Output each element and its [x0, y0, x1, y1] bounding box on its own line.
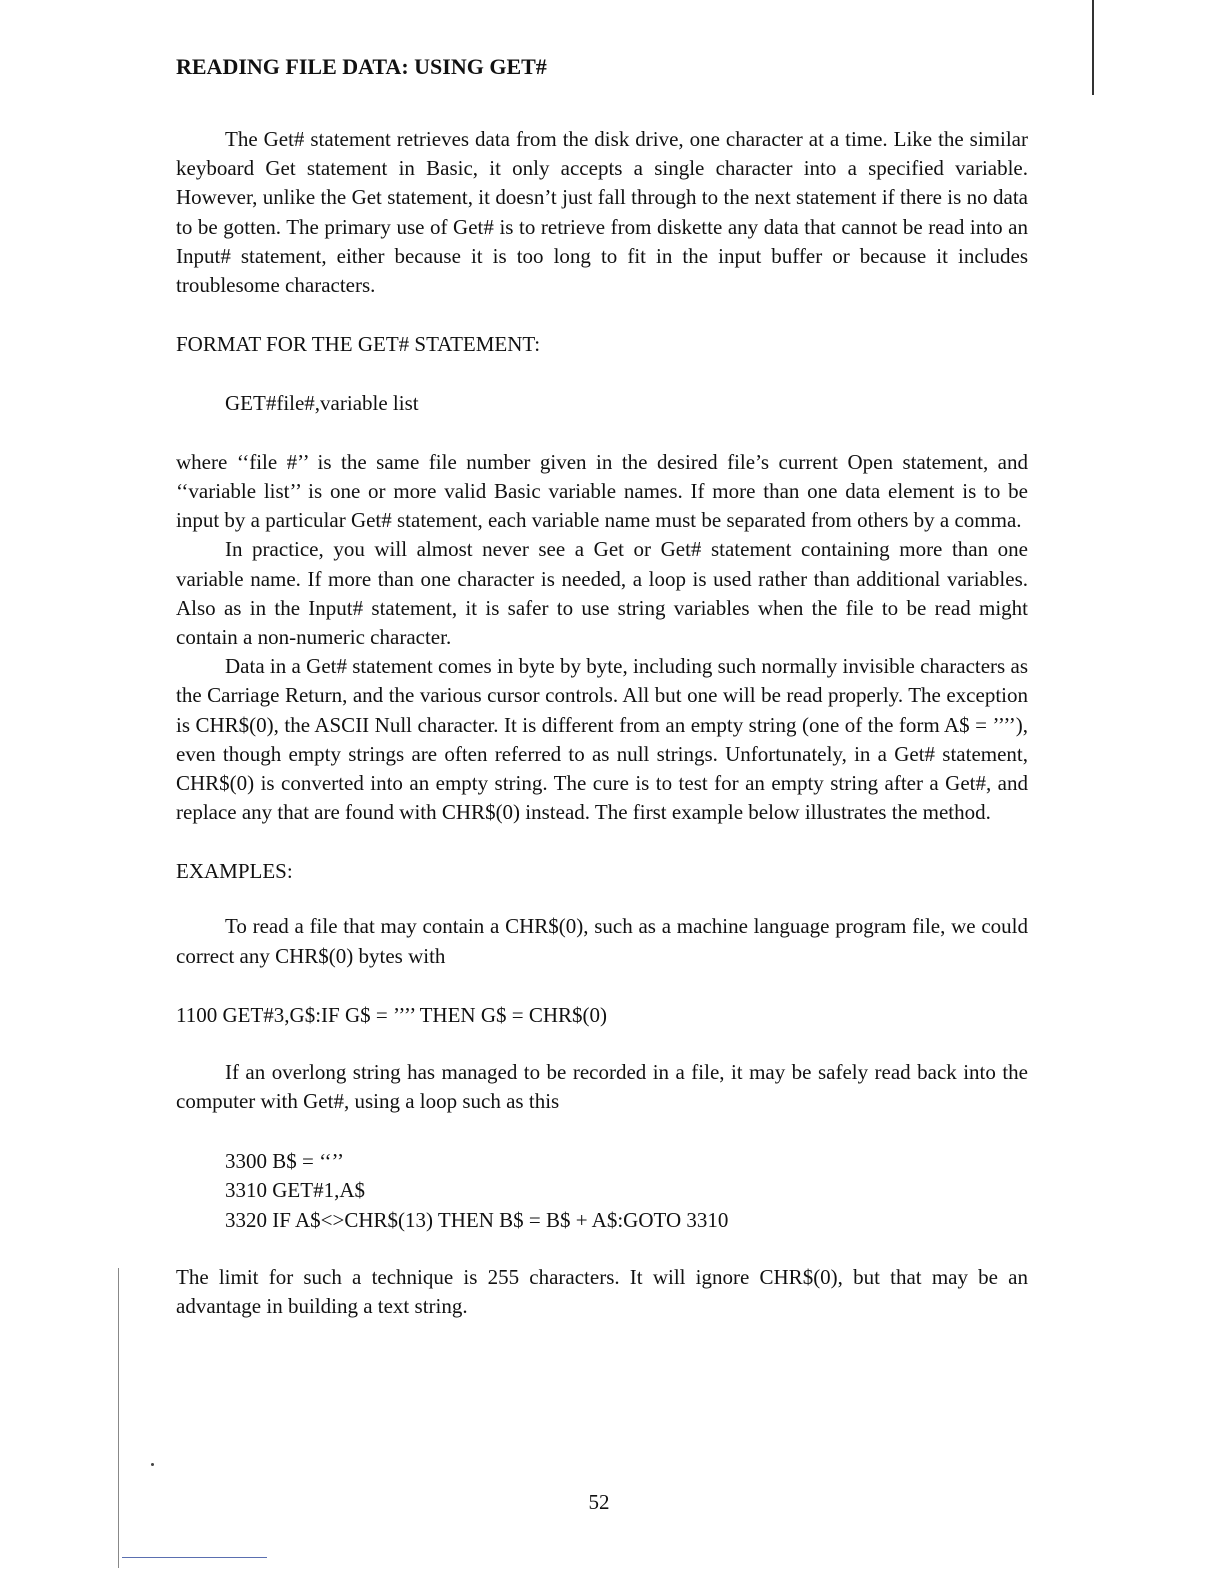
example1-code: 1100 GET#3,G$:IF G$ = ’’’’ THEN G$ = CHR$(0)	[176, 1002, 607, 1027]
intro-paragraph: The Get# statement retrieves data from the disk drive, one character at a time. Like the similar keyboard Get statement in Basic, it only accepts a single character into a specified variable. However, unlike the Get statement, it doesn’t just fall through to the next statement if there is no data to be gotten. The primary use of Get# is to retrieve from diskette any data that cannot be read into an Input# statement, either because it is too long to fit in the input buffer or because it includes troublesome characters.	[176, 127, 1028, 298]
scan-edge-line	[1092, 0, 1094, 95]
scan-margin-line	[118, 1268, 119, 1568]
code-line: 3320 IF A$<>CHR$(13) THEN B$ = B$ + A$:GOTO 3310	[225, 1207, 729, 1232]
example1-paragraph: To read a file that may contain a CHR$(0), such as a machine language program file, we could correct any CHR$(0) bytes with	[176, 914, 1028, 968]
example2-paragraph: If an overlong string has managed to be recorded in a file, it may be safely read back into the computer with Get#, using a loop such as this	[176, 1060, 1028, 1114]
example2-code-block	[176, 1147, 1028, 1236]
closing-paragraph: The limit for such a technique is 255 characters. It will ignore CHR$(0), but that may be an advantage in building a text string.	[176, 1265, 1028, 1319]
body-paragraph-1: where ‘‘file #’’ is the same file number given in the desired file’s current Open statement, and ‘‘variable list’’ is one or more valid Basic variable names. If more than one data element is to be input by a particular Get# statement, each variable name must be separated from others by a comma.	[176, 449, 1028, 533]
examples-label: EXAMPLES:	[176, 859, 293, 884]
format-syntax: GET#file#,variable list	[225, 391, 419, 416]
page-content	[176, 52, 1028, 1322]
scan-speck	[151, 1463, 154, 1466]
section-heading: READING FILE DATA: USING GET#	[176, 54, 547, 79]
code-line: 3310 GET#1,A$	[225, 1178, 365, 1203]
body-paragraph-3: Data in a Get# statement comes in byte by byte, including such normally invisible characters as the Carriage Return, and the various cursor controls. All but one will be read properly. The exception is CHR$(0), the ASCII Null character. It is different from an empty string (one of the form A$ = ’’’’), even though empty strings are often referred to as null strings. Unfortunately, in a Get# statement, CHR$(0) is converted into an empty string. The cure is to test for an empty string after a Get#, and replace any that are found with CHR$(0) instead. The first example below illustrates the method.	[176, 654, 1028, 825]
page-number: 52	[588, 1490, 610, 1514]
scan-bottom-line	[122, 1557, 267, 1558]
body-paragraph-2: In practice, you will almost never see a Get or Get# statement containing more than one variable name. If more than one character is needed, a loop is used rather than additional variables. Also as in the Input# statement, it is safer to use string variables when the file to be read might contain a non-numeric character.	[176, 537, 1028, 649]
code-line: 3300 B$ = ‘‘’’	[225, 1148, 344, 1173]
format-label: FORMAT FOR THE GET# STATEMENT:	[176, 332, 541, 357]
